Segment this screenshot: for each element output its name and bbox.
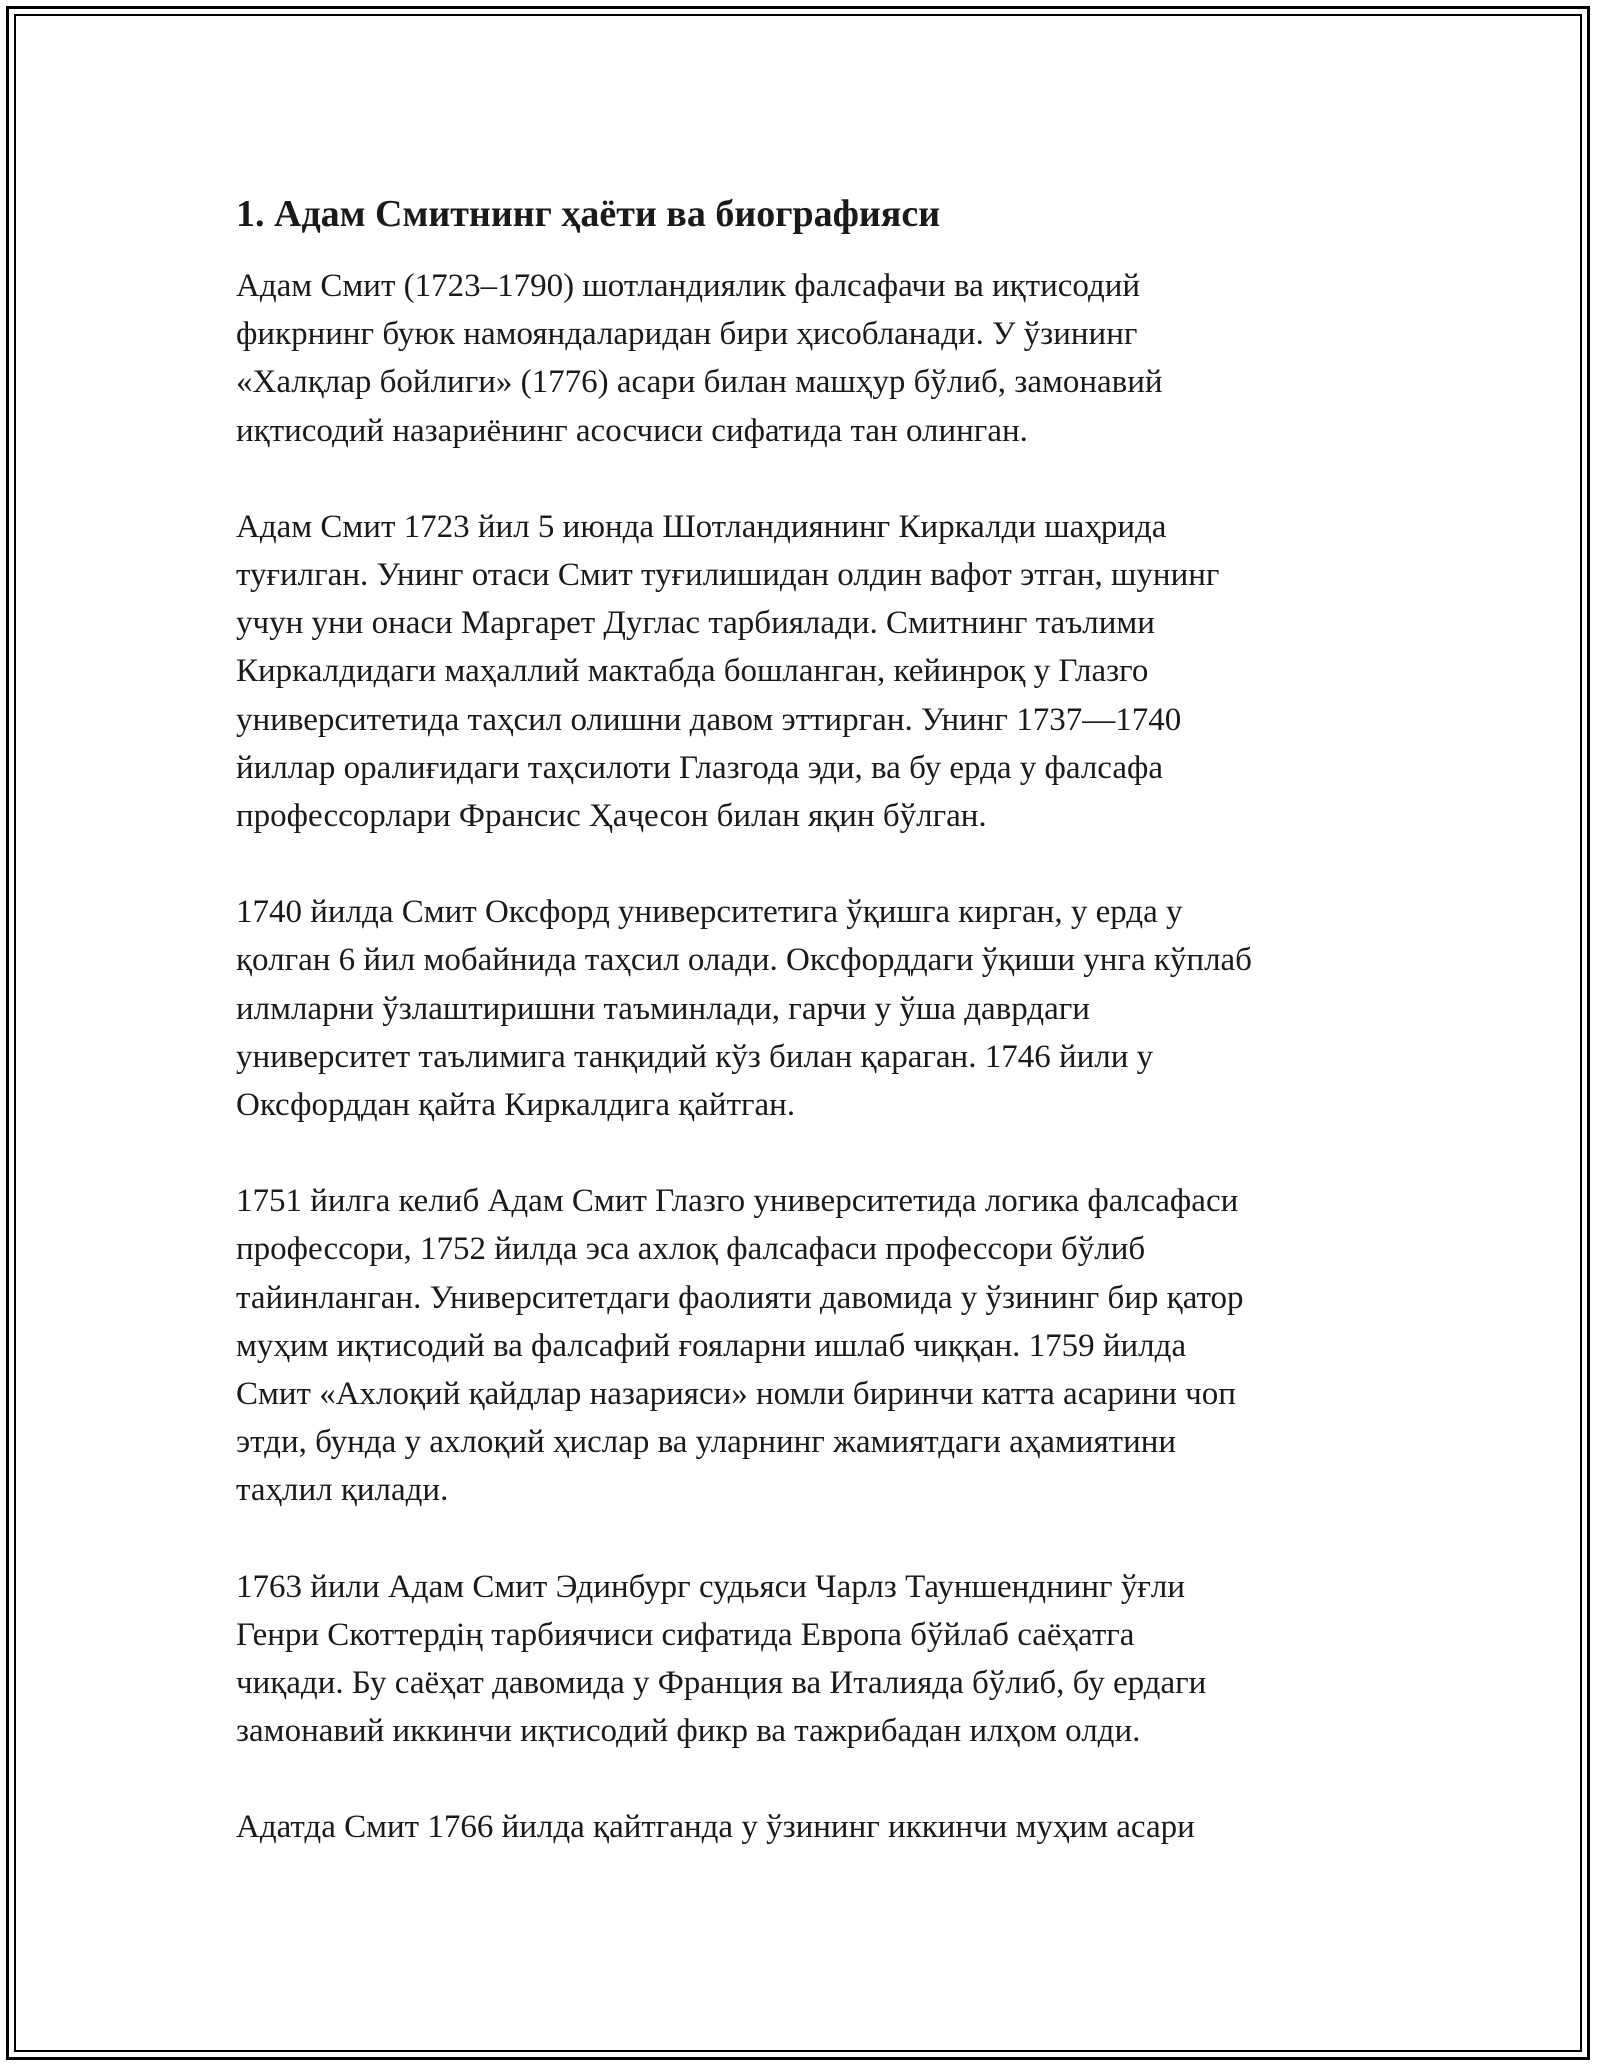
paragraph-oxford	[236, 888, 1386, 1129]
section-heading: 1. Адам Смитнинг ҳаёти ва биографияси	[236, 193, 941, 235]
text-line: чиқади. Бу саёҳат давомида у Франция ва Италияда бўлиб, бу ердаги	[236, 1665, 1207, 1702]
text-line: туғилган. Унинг отаси Смит туғилишидан олдин вафот этган, шунинг	[236, 557, 1220, 594]
text-line: этди, бунда у ахлоқий ҳислар ва уларнинг жамиятдаги аҳамиятини	[236, 1424, 1177, 1461]
text-line: 1751 йилга келиб Адам Смит Глазго университетида логика фалсафаси	[236, 1183, 1239, 1220]
text-line: 1740 йилда Смит Оксфорд университетига ўқишга кирган, у ерда у	[236, 894, 1183, 931]
paragraph-early-life	[236, 503, 1386, 840]
text-line: Генри Скоттердің тарбиячиси сифатида Европа бўйлаб саёҳатга	[236, 1616, 1135, 1653]
paragraph-return	[236, 1803, 1386, 1851]
text-line: илмларни ўзлаштиришни таъминлади, гарчи у ўша даврдаги	[236, 990, 1090, 1027]
text-line: таҳлил қилади.	[236, 1472, 449, 1509]
text-line: тайинланган. Университетдаги фаолияти давомида у ўзининг бир қатор	[236, 1279, 1244, 1316]
text-line: қолган 6 йил мобайнида таҳсил олади. Оксфорддаги ўқиши унга кўплаб	[236, 942, 1252, 979]
paragraph-glasgow-professor	[236, 1177, 1386, 1514]
paragraph-europe-travel	[236, 1563, 1386, 1756]
document-body	[236, 188, 1386, 1900]
text-line: университетида таҳсил олишни давом эттирган. Унинг 1737—1740	[236, 701, 1182, 738]
text-line: фикрнинг буюк намояндаларидан бири ҳисобланади. У ўзининг	[236, 316, 1138, 353]
paragraph-intro	[236, 262, 1386, 455]
text-line: Киркалдидаги маҳаллий мактабда бошланган, кейинроқ у Глазго	[236, 653, 1149, 690]
text-line: Адатда Смит 1766 йилда қайтганда у ўзининг иккинчи муҳим асари	[236, 1809, 1195, 1846]
text-line: Оксфорддан қайта Киркалдига қайтган.	[236, 1087, 796, 1124]
text-line: замонавий иккинчи иқтисодий фикр ва тажрибадан илҳом олди.	[236, 1713, 1141, 1750]
text-line: муҳим иқтисодий ва фалсафий ғояларни ишлаб чиққан. 1759 йилда	[236, 1327, 1187, 1364]
text-line: профессорлари Франсис Ҳаҷесон билан яқин бўлган.	[236, 798, 987, 835]
text-line: Адам Смит (1723–1790) шотландиялик фалсафачи ва иқтисодий	[236, 268, 1141, 304]
text-line: йиллар оралиғидаги таҳсилоти Глазгода эди, ва бу ерда у фалсафа	[236, 749, 1164, 786]
text-line: Адам Смит 1723 йил 5 июнда Шотландиянинг Киркалди шаҳрида	[236, 508, 1167, 545]
text-line: профессори, 1752 йилда эса ахлоқ фалсафаси профессори бўлиб	[236, 1231, 1146, 1268]
text-line: Смит «Ахлоқий қайдлар назарияси» номли биринчи катта асарини чоп	[236, 1376, 1236, 1413]
text-line: университет таълимига танқидий кўз билан қараган. 1746 йили у	[236, 1038, 1154, 1075]
text-line: иқтисодий назариёнинг асосчиси сифатида тан олинган.	[236, 412, 1028, 449]
text-line: «Халқлар бойлиги» (1776) асари билан машҳур бўлиб, замонавий	[236, 364, 1163, 401]
text-line: 1763 йили Адам Смит Эдинбург судьяси Чарлз Тауншенднинг ўғли	[236, 1568, 1185, 1605]
text-line: учун уни онаси Маргарет Дуглас тарбиялади. Смитнинг таълими	[236, 605, 1155, 642]
